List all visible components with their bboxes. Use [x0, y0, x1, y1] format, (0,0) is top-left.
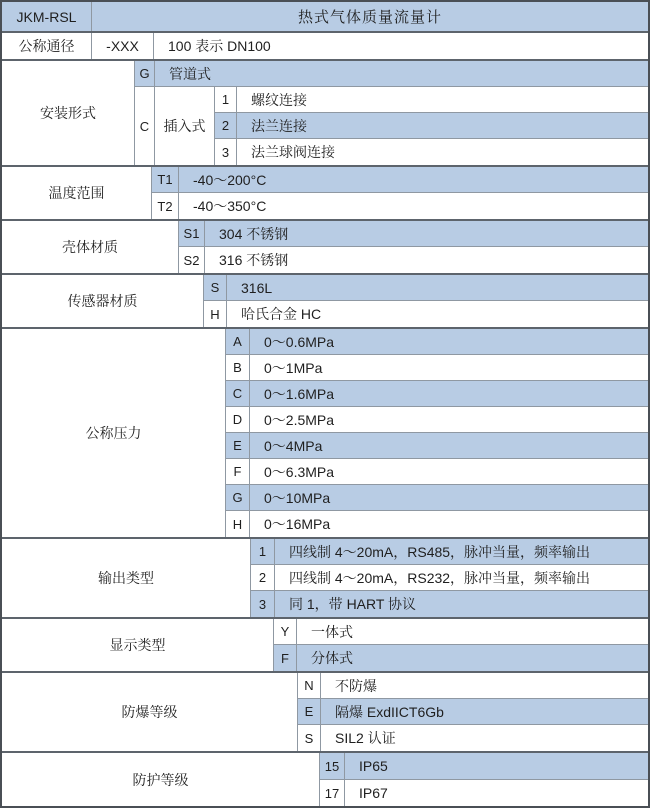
option-desc: 法兰球阀连接 [251, 144, 335, 161]
option-code: C [226, 381, 250, 406]
option-desc: 0～0.6MPa [264, 333, 335, 350]
option-code: H [204, 301, 227, 327]
temperature-section [2, 167, 648, 221]
option-desc: 316 不锈钢 [219, 252, 289, 269]
option-desc: 分体式 [311, 650, 353, 667]
option-desc: 0～2.5MPa [264, 411, 335, 428]
diameter-desc: 100 表示 DN100 [168, 38, 271, 54]
option-desc: 管道式 [169, 65, 211, 82]
option-desc: 0～1MPa [264, 359, 323, 376]
option-desc: 螺纹连接 [251, 91, 307, 108]
section-label-display: 显示类型 [2, 619, 274, 671]
option-desc: 隔爆 ExdIICT6Gb [335, 703, 444, 720]
option-row-pipe [135, 61, 648, 87]
option-code: T1 [152, 167, 179, 192]
sensor-section [2, 275, 648, 329]
option-desc: SIL2 认证 [335, 730, 396, 747]
option-code: F [226, 459, 250, 484]
option-code: N [298, 673, 321, 698]
option-desc: -40～350°C [193, 198, 267, 215]
option-code: G [135, 61, 155, 86]
insert-group [135, 87, 648, 165]
option-row-H [204, 301, 648, 327]
option-row-out2 [251, 565, 648, 591]
option-desc: 0～10MPa [264, 489, 331, 506]
option-desc: 法兰连接 [251, 117, 307, 134]
option-desc: IP65 [359, 758, 388, 775]
section-label-temperature: 温度范围 [2, 167, 152, 219]
option-desc: 四线制 4～20mA，RS232，脉冲当量，频率输出 [289, 569, 591, 586]
option-row-F-display [274, 645, 648, 671]
option-row-S [204, 275, 648, 301]
header-row [2, 2, 648, 31]
option-row-thread [215, 87, 648, 113]
option-row-15 [320, 753, 648, 780]
section-label-protection: 防护等级 [2, 753, 320, 806]
option-desc: -40～200°C [193, 171, 267, 188]
option-row-Y [274, 619, 648, 645]
install-section [2, 61, 648, 167]
option-row-out1 [251, 539, 648, 565]
option-code: S2 [179, 247, 205, 273]
housing-section [2, 221, 648, 275]
section-label-pressure: 公称压力 [2, 329, 226, 537]
option-row-A [226, 329, 648, 355]
option-row-G [226, 485, 648, 511]
option-code: 3 [215, 139, 237, 165]
option-code: 2 [251, 565, 275, 590]
option-desc: 0～4MPa [264, 437, 323, 454]
option-code: D [226, 407, 250, 432]
protection-section [2, 753, 648, 806]
pressure-section [2, 329, 648, 539]
diameter-label: 公称通径 [2, 33, 92, 59]
diameter-row [2, 33, 648, 59]
option-code: Y [274, 619, 297, 644]
option-code: S [204, 275, 227, 300]
option-code: T2 [152, 193, 179, 219]
option-row-S-explosion [298, 725, 648, 751]
option-code: H [226, 511, 250, 537]
option-desc: 哈氏合金 HC [241, 306, 322, 323]
diameter-code: -XXX [92, 33, 154, 59]
diameter-section [2, 33, 648, 61]
option-desc: 一体式 [311, 623, 353, 640]
section-label-explosion: 防爆等级 [2, 673, 298, 751]
table-title: 热式气体质量流量计 [297, 9, 442, 26]
output-section [2, 539, 648, 619]
option-row-ballvalve [215, 139, 648, 165]
option-row-F [226, 459, 648, 485]
option-row-S1 [179, 221, 648, 247]
model-code-cell: JKM-RSL [2, 2, 92, 31]
option-row-H [226, 511, 648, 537]
option-row-N [298, 673, 648, 699]
option-code: B [226, 355, 250, 380]
option-code: G [226, 485, 250, 510]
option-desc: 0～16MPa [264, 516, 331, 533]
option-row-D [226, 407, 648, 433]
option-code: 15 [320, 753, 345, 779]
option-desc: IP67 [359, 785, 388, 802]
option-row-B [226, 355, 648, 381]
explosion-section [2, 673, 648, 753]
option-row-C [226, 381, 648, 407]
insert-code: C [135, 87, 155, 165]
display-section [2, 619, 648, 673]
option-code: 3 [251, 591, 275, 617]
option-desc: 同 1，带 HART 协议 [289, 596, 417, 613]
header-section [2, 2, 648, 33]
option-desc: 304 不锈钢 [219, 225, 289, 242]
option-code: 1 [215, 87, 237, 112]
option-desc: 0～1.6MPa [264, 385, 335, 402]
option-desc: 不防爆 [335, 677, 377, 694]
option-code: A [226, 329, 250, 354]
option-code: F [274, 645, 297, 671]
option-row-E-explosion [298, 699, 648, 725]
section-label-install: 安装形式 [2, 61, 135, 165]
option-row-out3 [251, 591, 648, 617]
option-desc: 316L [241, 279, 273, 296]
option-desc: 四线制 4～20mA，RS485，脉冲当量，频率输出 [289, 543, 591, 560]
section-label-sensor: 传感器材质 [2, 275, 204, 327]
option-desc: 0～6.3MPa [264, 463, 335, 480]
section-label-output: 输出类型 [2, 539, 251, 617]
option-code: S1 [179, 221, 205, 246]
option-row-T2 [152, 193, 648, 219]
option-row-17 [320, 780, 648, 806]
option-code: E [226, 433, 250, 458]
section-label-housing: 壳体材质 [2, 221, 179, 273]
option-row-flange [215, 113, 648, 139]
option-code: 2 [215, 113, 237, 138]
option-row-S2 [179, 247, 648, 273]
option-code: E [298, 699, 321, 724]
option-row-T1 [152, 167, 648, 193]
option-code: 17 [320, 780, 345, 806]
insert-name: 插入式 [155, 87, 215, 165]
option-code: 1 [251, 539, 275, 564]
option-code: S [298, 725, 321, 751]
option-row-E [226, 433, 648, 459]
